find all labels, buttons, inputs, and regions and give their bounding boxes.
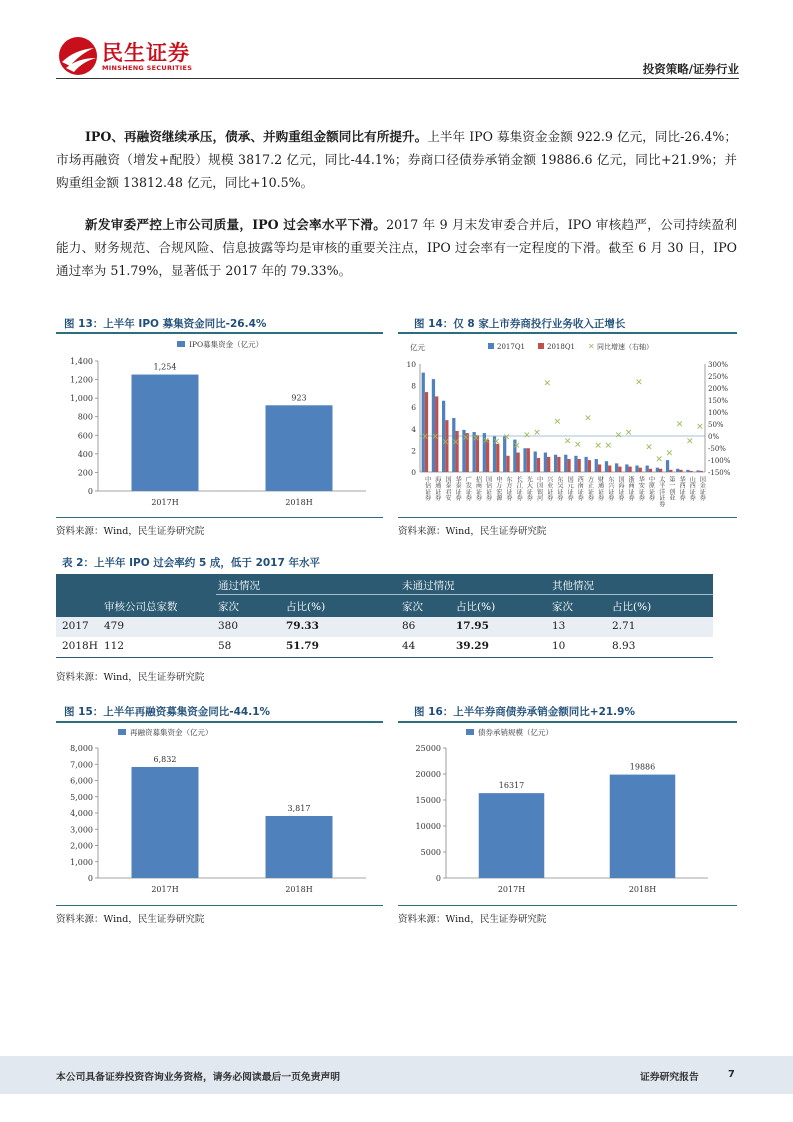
- fig13-bar: [132, 375, 199, 491]
- fig14-bar-2017q1: [635, 466, 638, 472]
- figure-15-bottom-rule: [56, 905, 383, 906]
- header-divider: [56, 78, 739, 79]
- fig13-legend-swatch: [177, 341, 185, 347]
- table-2-cell: 51.79: [286, 640, 319, 652]
- table-2-cell: 79.33: [286, 620, 319, 632]
- table-2-group-fail: 未通过情况: [402, 580, 455, 592]
- fig13-y-tick-label: 800: [77, 412, 93, 422]
- fig14-x-tick-label: 华西证券: [678, 476, 686, 501]
- figure-15-source: 资料来源：Wind，民生证券研究院: [56, 914, 205, 925]
- fig13-x-tick-label: 2018H: [285, 498, 313, 507]
- fig14-bar-2018q1: [690, 471, 693, 472]
- figure-16-chart: [398, 724, 737, 904]
- table-2-header-band: [56, 574, 713, 596]
- fig13-y-tick-label: 1,000: [70, 394, 93, 404]
- fig15-y-tick-label: 5,000: [70, 792, 93, 802]
- figure-14-source: 资料来源：Wind，民生证券研究院: [398, 526, 547, 537]
- fig14-bar-2017q1: [574, 456, 577, 472]
- fig14-bar-2017q1: [534, 451, 537, 472]
- figure-16-bottom-rule: [398, 905, 737, 906]
- fig14-growth-marker: ✕: [675, 420, 684, 430]
- fig14-x-tick-label: 招商证券: [474, 476, 482, 501]
- table-2-source: 资料来源：Wind，民生证券研究院: [56, 672, 205, 683]
- fig14-right-tick-label: 100%: [708, 409, 729, 417]
- fig14-bar-2018q1: [588, 460, 591, 472]
- fig13-x-tick-label: 2017H: [151, 498, 179, 507]
- fig15-bar: [266, 816, 333, 878]
- company-logo: [56, 36, 100, 76]
- table-2-cell: 479: [104, 620, 125, 632]
- fig14-bar-2017q1: [615, 463, 618, 472]
- fig16-bar: [479, 793, 545, 878]
- table-2-subheader: [56, 596, 713, 617]
- footer-disclaimer: 本公司具备证券投资咨询业务资格，请务必阅读最后一页免责声明: [56, 1072, 341, 1083]
- figure-16-source: 资料来源：Wind，民生证券研究院: [398, 914, 547, 925]
- fig14-growth-marker: ✕: [553, 417, 562, 428]
- fig15-x-tick-label: 2017H: [151, 885, 179, 894]
- fig14-bar-2018q1: [567, 459, 570, 472]
- fig14-right-tick-label: -150%: [708, 469, 731, 477]
- fig14-bar-2017q1: [432, 379, 435, 472]
- fig14-bar-2017q1: [646, 466, 649, 472]
- fig15-legend-swatch: [118, 729, 126, 735]
- fig14-legend-label: 同比增速（右轴）: [597, 343, 653, 351]
- fig14-left-tick-label: 4: [411, 424, 416, 434]
- fig13-legend-label: IPO募集资金（亿元）: [189, 340, 264, 349]
- fig14-x-tick-label: 光大证券: [525, 476, 533, 501]
- fig14-bar-2018q1: [659, 469, 662, 472]
- fig14-growth-marker: ✕: [685, 436, 694, 447]
- fig14-growth-marker: ✕: [635, 378, 643, 388]
- figure-15-title: 图 15：上半年再融资募集资金同比-44.1%: [64, 706, 271, 718]
- fig16-x-tick-label: 2018H: [628, 885, 657, 894]
- fig14-bar-2017q1: [676, 469, 679, 472]
- figure-13-source: 资料来源：Wind，民生证券研究院: [56, 526, 205, 537]
- fig14-growth-marker: ✕: [462, 433, 470, 444]
- fig14-bar-2018q1: [537, 458, 540, 472]
- fig14-bar-2017q1: [595, 459, 598, 472]
- page-header: [0, 0, 793, 80]
- brand-name-en: MINSHENG SECURITIES: [102, 64, 193, 72]
- table-2-cell: 2017: [62, 620, 89, 632]
- fig16-legend-label: 债券承销规模（亿元）: [478, 728, 553, 737]
- fig14-bar-2017q1: [625, 464, 628, 472]
- table-2-col-pass-n: 家次: [218, 601, 239, 613]
- fig14-x-tick-label: 广发证券: [464, 476, 472, 501]
- fig14-x-tick-label: 中原证券: [647, 476, 655, 501]
- fig14-right-tick-label: 250%: [708, 373, 729, 381]
- fig15-y-tick-label: 4,000: [70, 809, 93, 818]
- fig14-growth-marker: ✕: [421, 432, 429, 443]
- fig14-growth-marker: ✕: [492, 437, 501, 448]
- fig16-y-tick-label: 10000: [415, 822, 441, 831]
- page-footer: [0, 1056, 793, 1094]
- fig14-x-tick-label: 国元证券: [566, 476, 574, 501]
- fig15-y-tick-label: 7,000: [70, 760, 93, 770]
- table-row: [56, 637, 713, 658]
- fig14-x-tick-label: 财通证券: [596, 476, 604, 501]
- fig14-bar-2018q1: [700, 471, 703, 472]
- page-number: 7: [728, 1069, 735, 1080]
- paragraph-2: [56, 213, 737, 282]
- paragraph-2-text: 2017 年 9 月末发审委合并后，IPO 审核趋严，公司持续盈利能力、财务规范、合规风险、信息披露等均是审核的重要关注点，IPO 过会率有一定程度的下滑。截至 6 月 30 日，IPO 通过率为 51.79%，显著低于 2017 年的 79.33%。: [56, 217, 737, 278]
- fig14-bar-2017q1: [605, 461, 608, 472]
- fig14-x-tick-label: 中信证券: [423, 476, 431, 501]
- brand-name-cn: 民生证券: [102, 41, 190, 65]
- fig14-x-tick-label: 华安证券: [637, 476, 645, 501]
- fig14-growth-marker: ✕: [502, 432, 511, 443]
- fig14-growth-marker: ✕: [431, 432, 440, 443]
- fig15-y-tick-label: 1,000: [70, 857, 93, 867]
- table-row: [56, 617, 713, 637]
- fig14-right-tick-label: 0%: [708, 433, 720, 441]
- fig16-y-tick-label: 15000: [415, 796, 441, 805]
- table-2-col-fail-pct: 占比(%): [456, 601, 496, 613]
- fig14-left-tick-label: 10: [406, 360, 416, 369]
- fig14-right-tick-label: 150%: [708, 397, 729, 405]
- fig14-growth-marker: ✕: [543, 379, 552, 390]
- table-2-cell: 10: [552, 640, 566, 652]
- paragraph-1: [56, 125, 737, 194]
- fig14-growth-marker: ✕: [655, 454, 663, 465]
- fig14-bar-2018q1: [516, 453, 519, 472]
- fig16-legend-swatch: [466, 729, 474, 735]
- fig13-y-tick-label: 1,200: [70, 375, 93, 385]
- fig14-growth-marker: ✕: [624, 428, 633, 439]
- fig13-data-label: 1,254: [153, 362, 177, 372]
- figure-14-chart: [398, 336, 737, 516]
- fig14-bar-2018q1: [649, 469, 652, 472]
- fig14-bar-2018q1: [679, 470, 682, 472]
- paragraph-2-lead: 新发审委严控上市公司质量，IPO 过会率水平下滑。: [85, 217, 387, 232]
- fig14-x-tick-label: 方正证券: [586, 476, 594, 501]
- fig14-right-tick-label: -50%: [708, 445, 726, 453]
- figure-14-title: 图 14：仅 8 家上市券商投行业务收入正增长: [414, 318, 626, 330]
- fig14-growth-marker: ✕: [472, 433, 480, 444]
- figure-16-top-rule: [398, 721, 737, 723]
- table-2-col-pass-pct: 占比(%): [286, 601, 326, 613]
- fig14-x-tick-label: 国信证券: [484, 476, 492, 501]
- fig14-bar-2017q1: [422, 373, 425, 472]
- fig13-y-tick-label: 0: [87, 487, 93, 496]
- table-2-col-fail-n: 家次: [402, 601, 423, 613]
- fig15-data-label: 3,817: [287, 803, 311, 813]
- figure-13: [56, 312, 383, 542]
- fig14-x-tick-label: 东方证券: [505, 476, 513, 501]
- fig15-x-tick-label: 2018H: [285, 885, 313, 894]
- fig14-growth-marker: ✕: [645, 442, 653, 453]
- table-2-group-other: 其他情况: [552, 580, 594, 592]
- fig14-x-tick-label: 华泰证券: [454, 476, 462, 501]
- table-2-cell: 380: [218, 620, 239, 632]
- fig14-bar-2018q1: [598, 464, 601, 472]
- section-title: 投资策略/证券行业: [642, 62, 739, 76]
- fig14-legend-swatch: [538, 343, 544, 349]
- table-2-col-other-n: 家次: [552, 601, 573, 613]
- figure-13-top-rule: [56, 332, 383, 334]
- table-2: [56, 555, 713, 683]
- fig13-data-label: 923: [291, 393, 307, 403]
- figure-14-bottom-rule: [398, 517, 737, 518]
- fig15-data-label: 6,832: [153, 754, 177, 764]
- fig14-growth-marker: ✕: [665, 448, 674, 459]
- table-2-group-underline: [216, 594, 713, 595]
- fig13-y-tick-label: 600: [77, 431, 93, 441]
- fig14-legend-swatch: [488, 343, 494, 349]
- fig14-growth-marker: ✕: [614, 430, 623, 441]
- fig14-bar-2018q1: [557, 457, 560, 472]
- fig14-x-tick-label: 西南证券: [576, 476, 584, 501]
- fig14-growth-marker: ✕: [523, 430, 531, 441]
- fig14-right-tick-label: 50%: [708, 421, 724, 429]
- table-2-cell: 39.29: [456, 640, 489, 652]
- fig14-left-tick-label: 8: [411, 381, 416, 391]
- table-2-col-other-pct: 占比(%): [612, 601, 652, 613]
- fig14-bar-2018q1: [578, 459, 581, 472]
- logo-mark-icon: [56, 36, 100, 76]
- table-2-group-pass: 通过情况: [218, 580, 260, 592]
- fig14-right-tick-label: 200%: [708, 385, 729, 393]
- fig14-legend-marker: ✕: [588, 342, 595, 351]
- fig14-bar-2018q1: [628, 467, 631, 472]
- fig14-x-tick-label: 国海证券: [616, 476, 624, 501]
- fig14-bar-2017q1: [686, 470, 689, 472]
- fig13-y-tick-label: 400: [77, 449, 93, 459]
- fig13-bar: [266, 405, 333, 491]
- fig14-growth-marker: ✕: [441, 438, 450, 449]
- figure-13-bottom-rule: [56, 517, 383, 518]
- table-2-cell: 13: [552, 620, 566, 632]
- fig14-x-tick-label: 海通证券: [433, 476, 441, 501]
- fig15-y-tick-label: 3,000: [70, 825, 93, 835]
- fig14-bar-2017q1: [656, 468, 659, 472]
- fig14-x-tick-label: 山西证券: [688, 476, 696, 501]
- fig14-growth-marker: ✕: [573, 440, 582, 451]
- fig14-growth-marker: ✕: [584, 414, 592, 424]
- fig14-bar-2018q1: [639, 468, 642, 472]
- table-2-cell: 2018H: [62, 640, 98, 652]
- fig14-growth-marker: ✕: [512, 441, 521, 452]
- fig13-y-tick-label: 200: [77, 468, 93, 478]
- fig14-x-tick-label: 东吴证券: [555, 476, 563, 501]
- fig14-left-tick-label: 2: [411, 446, 416, 456]
- fig14-bar-2018q1: [506, 456, 509, 472]
- fig15-y-tick-label: 8,000: [70, 744, 93, 753]
- table-2-col-total: 审核公司总家数: [104, 601, 178, 613]
- fig14-bar-2017q1: [584, 457, 587, 472]
- fig14-growth-marker: ✕: [451, 438, 460, 448]
- fig14-right-tick-label: -100%: [708, 457, 731, 465]
- table-2-cell: 86: [402, 620, 416, 632]
- fig14-bar-2017q1: [523, 448, 526, 472]
- table-2-cell: 8.93: [612, 640, 636, 652]
- paragraph-1-lead: IPO、再融资继续承压，债承、并购重组金额同比有所提升。: [85, 129, 428, 144]
- figure-13-title: 图 13：上半年 IPO 募集资金同比-26.4%: [64, 318, 267, 330]
- fig15-legend-label: 再融资募集资金（亿元）: [130, 728, 213, 737]
- table-2-cell: 2.71: [612, 620, 636, 632]
- fig14-x-tick-label: 兴业证券: [545, 476, 553, 501]
- fig14-growth-marker: ✕: [482, 436, 490, 447]
- fig14-x-tick-label: 第一创业: [667, 476, 675, 501]
- fig14-bar-2018q1: [618, 467, 621, 472]
- fig14-bar-2017q1: [564, 455, 567, 472]
- table-2-cell: 44: [402, 640, 416, 652]
- fig14-legend-label: 2018Q1: [547, 343, 576, 351]
- fig14-x-tick-label: 浙商证券: [627, 476, 635, 501]
- fig15-y-tick-label: 6,000: [70, 776, 93, 786]
- footer-report-type: 证券研究报告: [640, 1072, 699, 1083]
- fig15-y-tick-label: 2,000: [70, 841, 93, 851]
- fig16-y-tick-label: 0: [435, 874, 441, 883]
- fig14-growth-marker: ✕: [604, 441, 613, 452]
- table-2-title: 表 2：上半年 IPO 过会率约 5 成，低于 2017 年水平: [62, 557, 320, 569]
- fig14-legend-label: 2017Q1: [497, 343, 526, 351]
- fig14-left-unit: 亿元: [410, 343, 425, 352]
- figure-15-chart: [56, 724, 383, 904]
- figure-16-title: 图 16：上半年券商债券承销金额同比+21.9%: [414, 706, 635, 718]
- fig16-data-label: 16317: [498, 781, 525, 791]
- fig14-growth-marker: ✕: [696, 422, 704, 433]
- fig14-growth-marker: ✕: [563, 436, 572, 447]
- fig14-bar-2018q1: [669, 470, 672, 472]
- fig16-data-label: 19886: [629, 762, 656, 772]
- paragraph-1-text: 上半年 IPO 募集资金金额 922.9 亿元，同比-26.4%；市场再融资（增发+配股）规模 3817.2 亿元，同比-44.1%；券商口径债券承销金额 19886.6 亿元，同比+21.9%；并购重组金额 13812.48 亿元，同比+10.5%。: [56, 129, 737, 190]
- fig14-x-tick-label: 中国银河: [535, 476, 543, 501]
- fig14-left-tick-label: 0: [411, 468, 416, 477]
- fig16-bar: [610, 775, 676, 878]
- fig14-bar-2017q1: [544, 453, 547, 472]
- fig16-y-tick-label: 25000: [415, 744, 441, 753]
- figure-15: [56, 702, 383, 932]
- fig14-x-tick-label: 申万宏源: [494, 476, 502, 501]
- figure-13-chart: [56, 336, 383, 516]
- fig13-y-tick-label: 1,400: [70, 357, 93, 366]
- fig16-y-tick-label: 5000: [420, 848, 441, 857]
- fig14-bar-2018q1: [608, 466, 611, 472]
- figure-14-top-rule: [398, 332, 737, 334]
- fig14-growth-marker: ✕: [533, 428, 541, 439]
- fig14-bar-2017q1: [666, 460, 669, 472]
- table-2-cell: 112: [104, 640, 125, 652]
- fig15-bar: [132, 767, 199, 878]
- fig14-bar-2018q1: [547, 457, 550, 472]
- fig14-x-tick-label: 太平洋证券: [657, 476, 665, 507]
- fig14-x-tick-label: 东兴证券: [606, 476, 614, 501]
- fig16-y-tick-label: 20000: [415, 770, 441, 779]
- figure-16: [398, 702, 737, 932]
- fig14-x-tick-label: 国金证券: [698, 476, 706, 501]
- figure-15-top-rule: [56, 721, 383, 723]
- fig14-bar-2017q1: [554, 455, 557, 472]
- fig14-x-tick-label: 国泰君安: [443, 476, 451, 501]
- fig16-x-tick-label: 2017H: [497, 885, 526, 894]
- fig14-growth-marker: ✕: [594, 441, 602, 452]
- fig14-left-tick-label: 6: [411, 403, 416, 413]
- fig14-x-tick-label: 长江证券: [515, 476, 523, 501]
- fig14-bar-2017q1: [696, 470, 699, 472]
- fig14-right-tick-label: 300%: [708, 361, 729, 369]
- table-2-cell: 58: [218, 640, 232, 652]
- table-2-cell: 17.95: [456, 620, 489, 632]
- fig14-bar-2018q1: [496, 444, 499, 472]
- figure-14: [398, 312, 737, 542]
- fig14-bar-2017q1: [442, 401, 445, 472]
- fig14-bar-2018q1: [527, 448, 530, 472]
- fig15-y-tick-label: 0: [87, 874, 93, 883]
